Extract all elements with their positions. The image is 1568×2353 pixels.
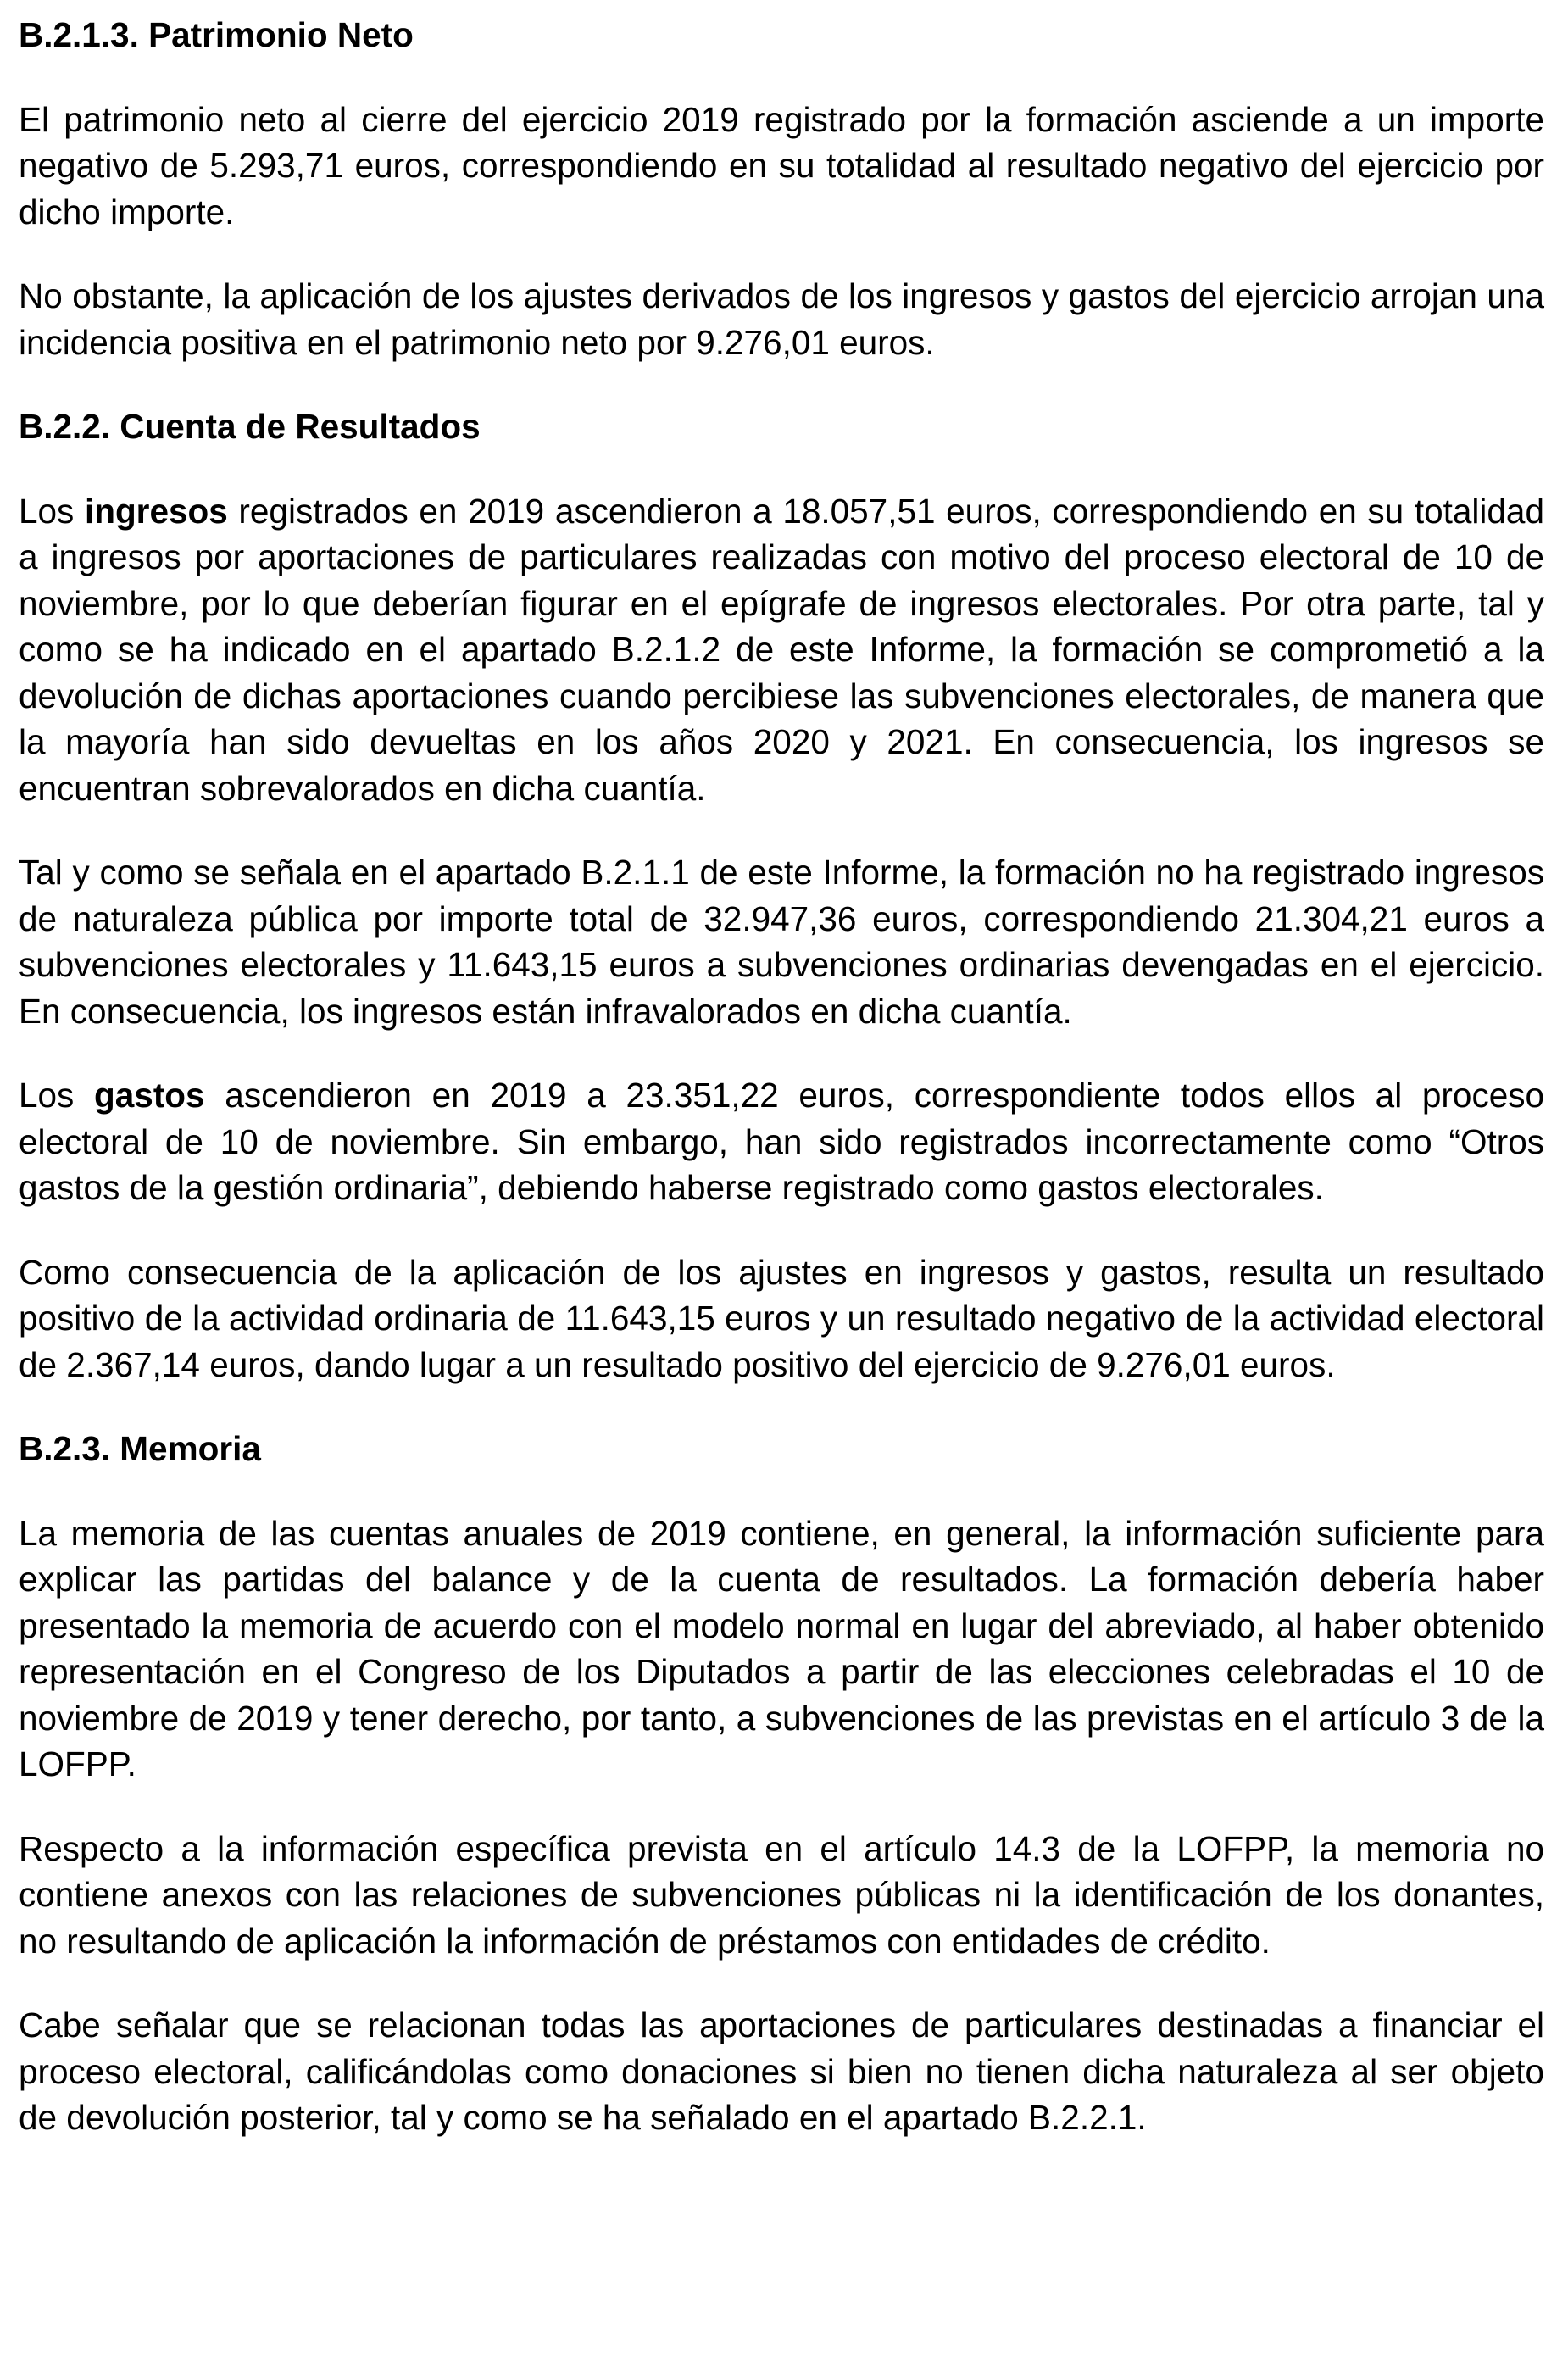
paragraph-patrimonio-1: El patrimonio neto al cierre del ejercicio 2019 registrado por la formación asciende a un importe negativo de 5.293,71 euros, correspondiendo en su totalidad al resultado negativo del ejercicio por dicho importe.: [19, 99, 1544, 231]
text-segment: Los: [19, 1076, 95, 1115]
heading-patrimonio-neto: B.2.1.3. Patrimonio Neto: [19, 15, 414, 54]
paragraph-ingresos-publicos: Tal y como se señala en el apartado B.2.1.1 de este Informe, la formación no ha registrado ingresos de naturaleza pública por importe total de 32.947,36 euros, correspondiendo 21.304,21 euros a subvenciones electorales y 11.643,15 euros a subvenciones ordinarias devengadas en el ejercicio. En consecuencia, los ingresos están infravalorados en dicha cuantía.: [19, 853, 1544, 1031]
paragraph-memoria-1: La memoria de las cuentas anuales de 2019 contiene, en general, la información suficiente para explicar las partidas del balance y de la cuenta de resultados. La formación debería haber presentado la memoria de acuerdo con el modelo normal en lugar del abreviado, al haber obtenido representación en el Congreso de los Diputados a partir de las elecciones celebradas el 10 de noviembre de 2019 y tener derecho, por tanto, a subvenciones de las previstas en el artículo 3 de la LOFPP.: [19, 1513, 1544, 1783]
heading-cuenta-resultados: B.2.2. Cuenta de Resultados: [19, 407, 481, 446]
paragraph-memoria-3: Cabe señalar que se relacionan todas las aportaciones de particulares destinadas a financiar el proceso electoral, calificándolas como donaciones si bien no tienen dicha naturaleza al ser objeto de devolución posterior, tal y como se ha señalado en el apartado B.2.2.1.: [19, 2005, 1544, 2137]
text-segment: ascendieron en 2019 a 23.351,22 euros, correspondiente todos ellos al proceso electoral de 10 de noviembre. Sin embargo, han sido registrados incorrectamente como “Otros gastos de la gestión ordinaria”, debiendo haberse registrado como gastos electorales.: [19, 1076, 1544, 1207]
paragraph-gastos: [19, 1072, 1544, 1211]
bold-term-gastos: gastos: [94, 1076, 205, 1115]
paragraph-ingresos: [19, 488, 1544, 812]
text-segment: registrados en 2019 ascendieron a 18.057,51 euros, correspondiendo en su totalidad a ingresos por aportaciones de particulares realizadas con motivo del proceso electoral de 10 de noviembre, por lo que deberían figurar en el epígrafe de ingresos electorales. Por otra parte, tal y como se ha indicado en el apartado B.2.1.2 de este Informe, la formación se comprometió a la devolución de dichas aportaciones cuando percibiese las subvenciones electorales, de manera que la mayoría han sido devueltas en los años 2020 y 2021. En consecuencia, los ingresos se encuentran sobrevalorados en dicha cuantía.: [19, 491, 1544, 808]
paragraph-memoria-2: Respecto a la información específica prevista en el artículo 14.3 de la LOFPP, la memoria no contiene anexos con las relaciones de subvenciones públicas ni la identificación de los donantes, no resultando de aplicación la información de préstamos con entidades de crédito.: [19, 1828, 1544, 1961]
bold-term-ingresos: ingresos: [84, 491, 228, 531]
paragraph-resultado: Como consecuencia de la aplicación de los ajustes en ingresos y gastos, resulta un resultado positivo de la actividad ordinaria de 11.643,15 euros y un resultado negativo de la actividad electoral de 2.367,14 euros, dando lugar a un resultado positivo del ejercicio de 9.276,01 euros.: [19, 1252, 1544, 1384]
paragraph-patrimonio-2: No obstante, la aplicación de los ajustes derivados de los ingresos y gastos del ejercicio arrojan una incidencia positiva en el patrimonio neto por 9.276,01 euros.: [19, 276, 1544, 362]
heading-memoria: B.2.3. Memoria: [19, 1429, 261, 1468]
text-segment: Los: [19, 491, 85, 531]
document-page: [19, 12, 1544, 2141]
